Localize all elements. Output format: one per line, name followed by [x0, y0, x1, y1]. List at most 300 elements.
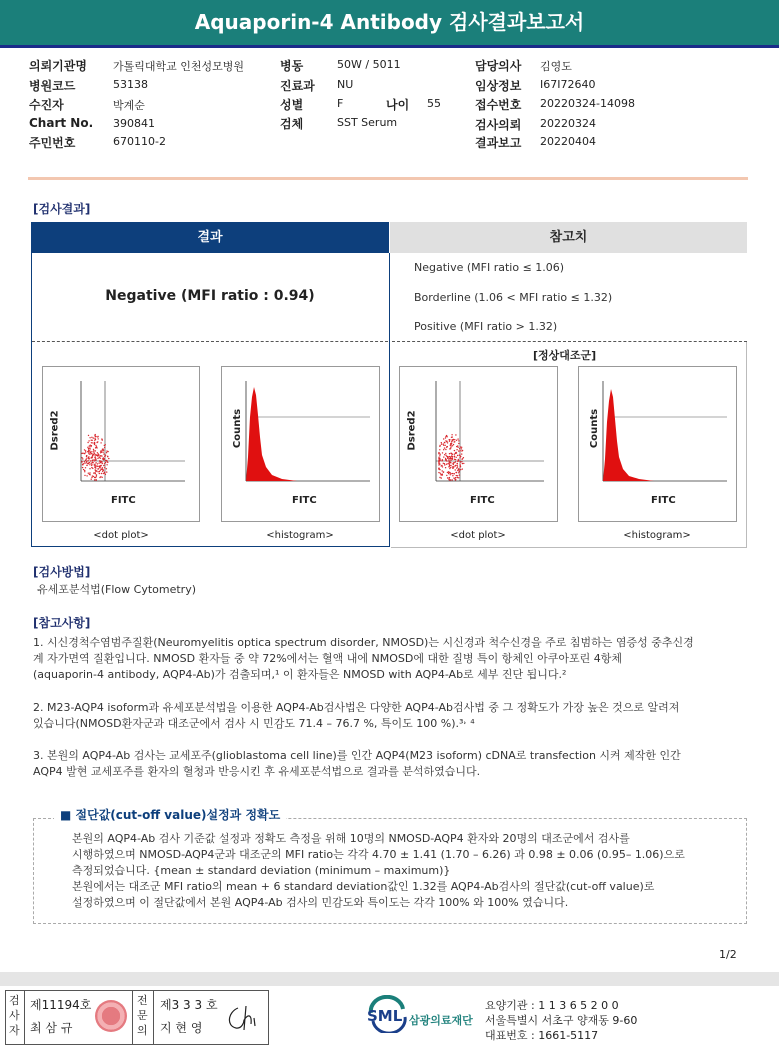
scatter-dot — [452, 436, 453, 437]
result-divider — [32, 341, 388, 342]
scatter-dot — [458, 459, 459, 460]
cutoff-line: 시행하였으며 NMOSD-AQP4군과 대조군의 MFI ratio는 각각 4.70 ± 1.41 (1.70 – 6.26) 과 0.98 ± 0.06 (0.95– 1.06)으로 — [72, 848, 685, 861]
scatter-dot — [81, 457, 82, 458]
scatter-dot — [449, 441, 450, 442]
scatter-dot — [447, 477, 448, 478]
page-number: 1/2 — [719, 948, 737, 961]
scatter-dot — [96, 479, 97, 480]
scatter-dot — [95, 436, 96, 437]
patient-value: 박계순 — [113, 99, 145, 112]
scatter-dot — [449, 453, 450, 454]
accession-label: 접수번호 — [475, 98, 522, 112]
scatter-dot — [441, 442, 442, 443]
scatter-dot — [101, 473, 102, 474]
scatter-dot — [106, 461, 107, 462]
scatter-dot — [102, 448, 103, 449]
scatter-dot — [93, 437, 94, 438]
scatter-dot — [103, 457, 104, 458]
scatter-dot — [445, 453, 446, 454]
scatter-dot — [96, 476, 97, 477]
scatter-dot — [446, 441, 447, 442]
scatter-dot — [91, 457, 92, 458]
notes-line: 3. 본원의 AQP4-Ab 검사는 교세포주(glioblastoma cell line)를 인간 AQP4(M23 isoform) cDNA로 transfection 시켜 제작한 인간 — [33, 749, 681, 762]
scatter-dot — [463, 457, 464, 458]
scatter-dot — [91, 467, 92, 468]
scatter-dot — [440, 473, 441, 474]
scatter-dot — [460, 469, 461, 470]
scatter-dot — [439, 449, 440, 450]
scatter-dot — [102, 467, 103, 468]
scatter-dot — [89, 472, 90, 473]
scatter-dot — [89, 464, 90, 465]
scatter-dot — [457, 465, 458, 466]
scatter-dot — [456, 472, 457, 473]
scatter-dot — [94, 465, 95, 466]
scatter-dot — [88, 452, 89, 453]
scatter-dot — [452, 466, 453, 467]
scatter-dot — [456, 452, 457, 453]
scatter-dot — [456, 440, 457, 441]
scatter-dot — [88, 435, 89, 436]
scatter-dot — [447, 472, 448, 473]
scatter-dot — [83, 469, 84, 470]
scatter-dot — [460, 466, 461, 467]
scatter-dot — [106, 468, 107, 469]
scatter-dot — [99, 460, 100, 461]
scatter-dot — [456, 475, 457, 476]
chart-value: 390841 — [113, 117, 155, 130]
scatter-dot — [100, 451, 101, 452]
age-label: 나이 — [386, 98, 410, 112]
scatter-dot — [99, 473, 100, 474]
scatter-dot — [452, 475, 453, 476]
patient-dot-plot — [42, 366, 200, 522]
cutoff-line: 설정하였으며 이 절단값에서 본원 AQP4-Ab 검사의 민감도와 특이도는 각각 100% 와 100% 였습니다. — [72, 896, 569, 909]
scatter-dot — [100, 442, 101, 443]
scatter-dot — [108, 458, 109, 459]
patient-histogram — [221, 366, 380, 522]
scatter-dot — [95, 434, 96, 435]
scatter-dot — [450, 479, 451, 480]
notes-paragraph-1 — [33, 635, 753, 683]
scatter-dot — [445, 467, 446, 468]
dept-label: 진료과 — [280, 79, 315, 93]
scatter-dot — [449, 468, 450, 469]
scatter-dot — [445, 449, 446, 450]
scatter-dot — [90, 446, 91, 447]
scatter-dot — [107, 456, 108, 457]
scatter-dot — [439, 463, 440, 464]
scatter-dot — [99, 477, 100, 478]
scatter-dot — [457, 438, 458, 439]
scatter-dot — [89, 437, 90, 438]
control-dot-y-axis: Dsred2 — [406, 410, 418, 451]
scatter-dot — [457, 447, 458, 448]
scatter-dot — [455, 477, 456, 478]
scatter-dot — [457, 466, 458, 467]
code-label: 병원코드 — [29, 79, 76, 93]
specimen-value: SST Serum — [337, 116, 398, 129]
scatter-dot — [458, 472, 459, 473]
scatter-dot — [88, 458, 89, 459]
scatter-dot — [458, 450, 459, 451]
scatter-dot — [459, 471, 460, 472]
scatter-dot — [88, 463, 89, 464]
method-text: 유세포분석법(Flow Cytometry) — [37, 583, 197, 596]
reference-header: 참고치 — [390, 222, 747, 253]
scatter-dot — [454, 441, 455, 442]
scatter-dot — [84, 449, 85, 450]
control-dot-x-axis: FITC — [470, 495, 495, 506]
scatter-dot — [91, 465, 92, 466]
scatter-dot — [445, 437, 446, 438]
scatter-dot — [443, 471, 444, 472]
scatter-dot — [442, 470, 443, 471]
scatter-dot — [456, 446, 457, 447]
scatter-dot — [88, 473, 89, 474]
scatter-dot — [440, 454, 441, 455]
ref-negative: Negative (MFI ratio ≤ 1.06) — [414, 261, 565, 274]
scatter-dot — [460, 461, 461, 462]
scatter-dot — [100, 455, 101, 456]
scatter-dot — [81, 461, 82, 462]
section-divider — [28, 177, 748, 180]
scatter-dot — [452, 458, 453, 459]
specialist-signature — [224, 1002, 262, 1034]
control-dot-plot-caption: <dot plot> — [450, 530, 506, 541]
scatter-dot — [91, 477, 92, 478]
scatter-dot — [444, 454, 445, 455]
scatter-dot — [99, 471, 100, 472]
scatter-dot — [448, 479, 449, 480]
scatter-dot — [92, 442, 93, 443]
scatter-dot — [453, 444, 454, 445]
scatter-dot — [102, 477, 103, 478]
clinical-value: I67I72640 — [540, 78, 596, 91]
scatter-dot — [454, 454, 455, 455]
scatter-dot — [452, 479, 453, 480]
scatter-dot — [452, 440, 453, 441]
scatter-dot — [443, 438, 444, 439]
scatter-dot — [455, 465, 456, 466]
scatter-dot — [101, 438, 102, 439]
histogram-peak — [246, 387, 297, 481]
scatter-dot — [86, 458, 87, 459]
scatter-dot — [86, 461, 87, 462]
scatter-dot — [91, 437, 92, 438]
scatter-dot — [461, 461, 462, 462]
scatter-dot — [448, 463, 449, 464]
scatter-dot — [438, 461, 439, 462]
dept-value: NU — [337, 78, 354, 91]
scatter-dot — [450, 473, 451, 474]
scatter-dot — [96, 454, 97, 455]
scatter-dot — [100, 465, 101, 466]
control-hist-x-axis: FITC — [651, 495, 676, 506]
scatter-dot — [459, 474, 460, 475]
scatter-dot — [93, 451, 94, 452]
scatter-dot — [96, 474, 97, 475]
scatter-dot — [94, 479, 95, 480]
id-value: 670110-2 — [113, 135, 166, 148]
scatter-dot — [450, 456, 451, 457]
scatter-dot — [439, 455, 440, 456]
scatter-dot — [100, 462, 101, 463]
examiner-seal — [95, 1000, 127, 1032]
scatter-dot — [460, 464, 461, 465]
histogram-caption: <histogram> — [266, 530, 334, 541]
scatter-dot — [459, 448, 460, 449]
scatter-dot — [98, 463, 99, 464]
scatter-dot — [450, 445, 451, 446]
doctor-value: 김영도 — [540, 60, 572, 73]
control-label: [정상대조군] — [533, 349, 597, 362]
scatter-dot — [450, 465, 451, 466]
scatter-dot — [452, 463, 453, 464]
scatter-dot — [458, 440, 459, 441]
specialist-no: 제3 3 3 호 — [160, 998, 218, 1012]
ward-label: 병동 — [280, 59, 304, 73]
scatter-dot — [444, 447, 445, 448]
scatter-dot — [445, 459, 446, 460]
scatter-dot — [445, 445, 446, 446]
scatter-dot — [97, 466, 98, 467]
scatter-dot — [98, 453, 99, 454]
scatter-dot — [95, 450, 96, 451]
scatter-dot — [87, 460, 88, 461]
scatter-dot — [438, 457, 439, 458]
scatter-dot — [441, 460, 442, 461]
scatter-dot — [82, 458, 83, 459]
scatter-dot — [449, 439, 450, 440]
scatter-dot — [463, 463, 464, 464]
notes-line: 2. M23-AQP4 isoform과 유세포분석법을 이용한 AQP4-Ab검사법은 다양한 AQP4-Ab검사법 중 그 정확도가 가장 높은 것으로 알려져 — [33, 701, 680, 714]
cutoff-line: 본원에서는 대조군 MFI ratio의 mean + 6 standard deviation값인 1.32를 AQP4-Ab검사의 절단값(cut-off value)로 — [72, 880, 655, 893]
patient-label: 수진자 — [29, 98, 64, 112]
scatter-dot — [447, 463, 448, 464]
control-histogram — [578, 366, 737, 522]
scatter-dot — [91, 479, 92, 480]
hist-y-axis: Counts — [232, 408, 244, 449]
notes-paragraph-3 — [33, 748, 753, 780]
scatter-dot — [460, 446, 461, 447]
scatter-dot — [84, 470, 85, 471]
control-histogram-caption: <histogram> — [623, 530, 691, 541]
scatter-dot — [454, 450, 455, 451]
examiner-name: 최 삼 규 — [30, 1021, 73, 1035]
scatter-dot — [86, 465, 87, 466]
scatter-dot — [443, 443, 444, 444]
scatter-dot — [441, 465, 442, 466]
control-histogram-peak — [603, 389, 654, 481]
scatter-dot — [84, 462, 85, 463]
scatter-dot — [441, 473, 442, 474]
scatter-dot — [457, 477, 458, 478]
hist-x-axis: FITC — [292, 495, 317, 506]
scatter-dot — [102, 452, 103, 453]
cutoff-text — [72, 831, 742, 911]
control-dot-cluster — [438, 434, 464, 481]
scatter-dot — [446, 435, 447, 436]
scatter-dot — [445, 458, 446, 459]
request-value: 20220324 — [540, 117, 596, 130]
scatter-dot — [462, 468, 463, 469]
scatter-dot — [448, 472, 449, 473]
scatter-dot — [104, 467, 105, 468]
scatter-dot — [446, 456, 447, 457]
scatter-dot — [93, 472, 94, 473]
notes-section-title: [참고사항] — [33, 616, 91, 630]
scatter-dot — [81, 453, 82, 454]
dot-x-axis: FITC — [111, 495, 136, 506]
scatter-dot — [104, 456, 105, 457]
scatter-dot — [106, 450, 107, 451]
scatter-dot — [99, 466, 100, 467]
scatter-dot — [448, 460, 449, 461]
scatter-dot — [450, 474, 451, 475]
id-label: 주민번호 — [29, 136, 76, 150]
scatter-dot — [446, 460, 447, 461]
scatter-dot — [95, 460, 96, 461]
scatter-dot — [443, 445, 444, 446]
scatter-dot — [94, 442, 95, 443]
report-value: 20220404 — [540, 135, 596, 148]
scatter-dot — [83, 463, 84, 464]
examiner-label: 검 사 자 — [9, 994, 20, 1037]
notes-line: AQP4 발현 교세포주를 환자의 혈청과 반응시킨 후 유세포분석법으로 결과를 분석하였습니다. — [33, 765, 481, 778]
scatter-dot — [447, 458, 448, 459]
scatter-dot — [452, 445, 453, 446]
scatter-dot — [86, 462, 87, 463]
scatter-dot — [92, 459, 93, 460]
address: 서울특별시 서초구 양재동 9-60 — [485, 1014, 638, 1027]
report-title: Aquaporin-4 Antibody 검사결과보고서 — [194, 10, 585, 34]
scatter-dot — [448, 461, 449, 462]
scatter-dot — [92, 462, 93, 463]
scatter-dot — [95, 447, 96, 448]
control-hist-y-axis: Counts — [589, 408, 601, 449]
scatter-dot — [105, 474, 106, 475]
notes-paragraph-2 — [33, 700, 753, 732]
scatter-dot — [438, 472, 439, 473]
scatter-dot — [84, 471, 85, 472]
scatter-dot — [90, 460, 91, 461]
scatter-dot — [439, 477, 440, 478]
scatter-dot — [452, 456, 453, 457]
scatter-dot — [91, 442, 92, 443]
scatter-dot — [448, 458, 449, 459]
scatter-dot — [91, 451, 92, 452]
scatter-dot — [97, 452, 98, 453]
notes-line: 1. 시신경척수염범주질환(Neuromyelitis optica spectrum disorder, NMOSD)는 시신경과 척수신경을 주로 침범하는 염증성 중추신경 — [33, 636, 694, 649]
scatter-dot — [456, 457, 457, 458]
scatter-dot — [93, 450, 94, 451]
notes-line: 계 자가면역 질환입니다. NMOSD 환자들 중 약 72%에서는 혈액 내에 NMOSD에 대한 질병 특이 항체인 아쿠아포린 4항체 — [33, 652, 622, 665]
notes-line: 있습니다(NMOSD환자군과 대조군에서 검사 시 민감도 71.4 – 76.7 %, 특이도 100 %).³˒ ⁴ — [33, 717, 475, 730]
chart-label: Chart No. — [29, 116, 94, 130]
scatter-dot — [87, 442, 88, 443]
scatter-dot — [462, 458, 463, 459]
dot-plot-caption: <dot plot> — [93, 530, 149, 541]
scatter-dot — [452, 468, 453, 469]
scatter-dot — [88, 457, 89, 458]
scatter-dot — [106, 464, 107, 465]
scatter-dot — [438, 458, 439, 459]
scatter-dot — [105, 462, 106, 463]
result-header: 결과 — [31, 222, 389, 253]
age-value: 55 — [427, 97, 441, 110]
scatter-dot — [88, 449, 89, 450]
scatter-dot — [446, 475, 447, 476]
scatter-dot — [85, 450, 86, 451]
scatter-dot — [96, 465, 97, 466]
scatter-dot — [444, 442, 445, 443]
scatter-dot — [89, 445, 90, 446]
scatter-dot — [104, 472, 105, 473]
scatter-dot — [95, 462, 96, 463]
scatter-dot — [462, 463, 463, 464]
scatter-dot — [449, 477, 450, 478]
scatter-dot — [455, 461, 456, 462]
scatter-dot — [90, 463, 91, 464]
scatter-dot — [443, 456, 444, 457]
scatter-dot — [443, 449, 444, 450]
scatter-dot — [85, 460, 86, 461]
scatter-dot — [84, 461, 85, 462]
scatter-dot — [94, 457, 95, 458]
scatter-dot — [451, 434, 452, 435]
request-label: 검사의뢰 — [475, 118, 522, 132]
scatter-dot — [102, 463, 103, 464]
scatter-dot — [97, 458, 98, 459]
scatter-dot — [459, 457, 460, 458]
scatter-dot — [84, 475, 85, 476]
hospital-value: 가톨릭대학교 인천성모병원 — [113, 60, 245, 73]
scatter-dot — [95, 445, 96, 446]
scatter-dot — [448, 473, 449, 474]
scatter-dot — [461, 448, 462, 449]
scatter-dot — [89, 454, 90, 455]
scatter-dot — [438, 469, 439, 470]
scatter-dot — [95, 470, 96, 471]
scatter-dot — [444, 464, 445, 465]
scatter-dot — [106, 452, 107, 453]
scatter-dot — [94, 438, 95, 439]
scatter-dot — [106, 471, 107, 472]
scatter-dot — [103, 459, 104, 460]
scatter-dot — [89, 468, 90, 469]
scatter-dot — [460, 450, 461, 451]
scatter-dot — [96, 442, 97, 443]
scatter-dot — [86, 475, 87, 476]
scatter-dot — [92, 455, 93, 456]
examiner-no: 제11194호 — [30, 998, 92, 1012]
scatter-dot — [85, 451, 86, 452]
scatter-dot — [98, 468, 99, 469]
cutoff-title: ■ 절단값(cut-off value)설정과 정확도 — [54, 806, 286, 823]
code-value: 53138 — [113, 78, 148, 91]
scatter-dot — [97, 436, 98, 437]
footer-band — [0, 972, 779, 986]
scatter-dot — [438, 453, 439, 454]
scatter-dot — [95, 477, 96, 478]
ref-positive: Positive (MFI ratio > 1.32) — [414, 320, 558, 333]
scatter-dot — [94, 472, 95, 473]
scatter-dot — [455, 479, 456, 480]
scatter-dot — [454, 456, 455, 457]
scatter-dot — [447, 446, 448, 447]
scatter-dot — [86, 455, 87, 456]
